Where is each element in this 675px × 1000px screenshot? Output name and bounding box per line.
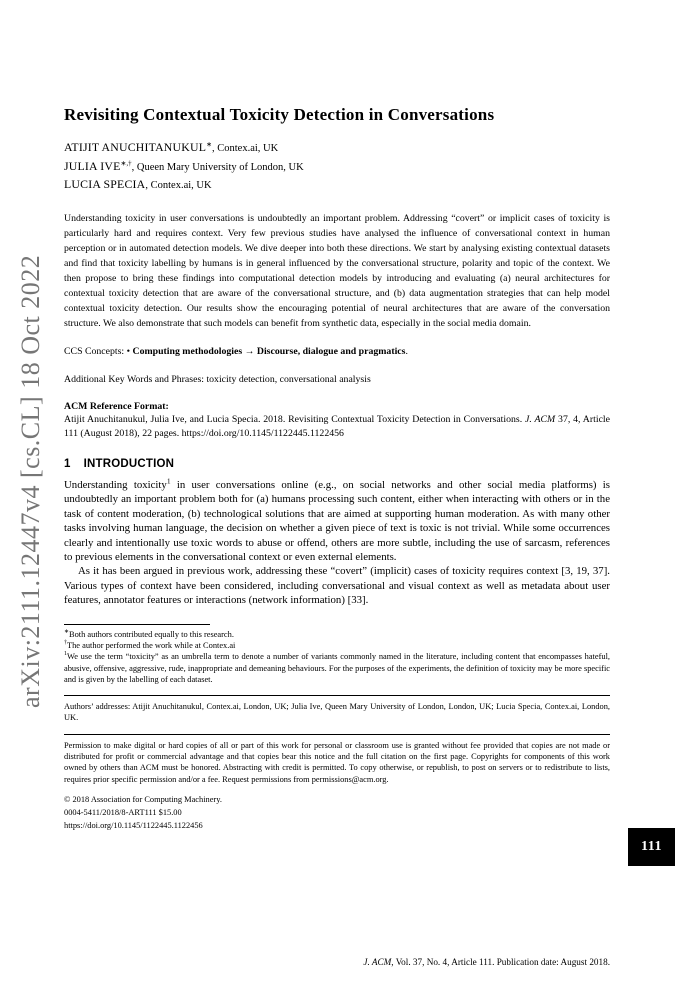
author-block xyxy=(64,139,610,195)
ccs-label: CCS Concepts: xyxy=(64,345,127,357)
footnote-equal-contribution xyxy=(64,629,610,640)
paragraph-text: Understanding toxicity xyxy=(64,479,167,491)
journal-name: J. ACM xyxy=(525,414,556,425)
permission-statement: Permission to make digital or hard copies of all or part of this work for personal or classroom use is granted without fee provided that copies are not made or distributed for profit or commercial advantage and that copies bear this notice and the full citation on the first page. Copyrights for components of this work owned by others than ACM must be honored. Abstracting with credit is permitted. To copy otherwise, or republish, to post on servers or to redistribute to lists, requires prior specific permission and/or a fee. Request permissions from permissions@acm.org. xyxy=(64,740,610,784)
page-footer xyxy=(363,957,610,967)
section-heading-introduction xyxy=(64,458,610,470)
permission-rule xyxy=(64,734,610,735)
author-line-3 xyxy=(64,176,610,195)
footer-journal-name: J. ACM xyxy=(363,957,392,967)
arxiv-watermark: arXiv:2111.12447v4 [cs.CL] 18 Oct 2022 xyxy=(16,254,45,708)
introduction-paragraph-2: As it has been argued in previous work, addressing these “covert” (implicit) cases of toxicity requires context [3, 19, 37]. Various types of context have been considered, including conversational and visual context as well as metadata about user features, annotator features or interactions (network information) [33]. xyxy=(64,565,610,607)
author-affiliation: , Contex.ai, UK xyxy=(211,143,279,154)
footnote-separator-rule xyxy=(64,624,210,625)
author-marker: ∗ xyxy=(206,140,212,149)
ccs-concepts xyxy=(64,345,610,359)
copyright-line: © 2018 Association for Computing Machinery. xyxy=(64,794,222,804)
ccs-period: . xyxy=(405,345,408,357)
authors-addresses: Authors’ addresses: Atijit Anuchitanukul, Contex.ai, London, UK; Julia Ive, Queen Mary University of London, London, UK; Lucia Specia, Contex.ai, London, UK. xyxy=(64,702,610,723)
copyright-block xyxy=(64,793,610,833)
paper-content xyxy=(64,0,610,833)
reference-text: Atijit Anuchitanukul, Julia Ive, and Lucia Specia. 2018. Revisiting Contextual Toxicity Detection in Conversations. xyxy=(64,414,526,425)
introduction-paragraph-1 xyxy=(64,478,610,564)
section-title: INTRODUCTION xyxy=(83,458,175,470)
keywords-line xyxy=(64,373,610,387)
footnote-marker: 1 xyxy=(64,651,67,658)
doi-link[interactable] xyxy=(64,819,610,832)
author-marker: ∗,† xyxy=(120,159,132,167)
ccs-content: Computing methodologies → Discourse, dialogue and pragmatics xyxy=(132,345,406,357)
acm-reference-format xyxy=(64,400,610,441)
issn-price-line: 0004-5411/2018/8-ART111 $15.00 xyxy=(64,808,182,818)
author-line-2 xyxy=(64,158,610,177)
footnote-text: The author performed the work while at Contex.ai xyxy=(67,640,236,650)
footnote-work-at xyxy=(64,640,610,651)
reference-text-tail: 37, 4, Article 111 (August 2018), 22 pages. https://doi.org/10.1145/1122445.1122456 xyxy=(64,414,611,439)
footer-text: , Vol. 37, No. 4, Article 111. Publication date: August 2018. xyxy=(391,957,610,967)
author-name: LUCIA SPECIA xyxy=(64,177,146,191)
keywords-label: Additional Key Words and Phrases: xyxy=(64,373,207,385)
author-name: ATIJIT ANUCHITANUKUL xyxy=(64,140,207,154)
paper-title: Revisiting Contextual Toxicity Detection in Conversations xyxy=(64,105,495,124)
footnote-ref-1: 1 xyxy=(166,476,171,486)
article-number-badge: 111 xyxy=(628,828,675,866)
addresses-rule xyxy=(64,695,610,696)
author-name: JULIA IVE xyxy=(64,158,121,173)
footnote-marker: † xyxy=(64,640,67,647)
abstract-text: Understanding toxicity in user conversations is undoubtedly an important problem. Addressing “covert” or implicit cases of toxicity is particularly hard and requires context. Very few previous studies have analysed the influence of conversational context in human perception or in automated detection models. We dive deeper into both these directions. We start by analysing existing contextual datasets and find that toxicity labelling by humans is in general influenced by the conversational structure, polarity and topic of the context. We then propose to bring these findings into computational detection models by introducing and evaluating (a) neural architectures for contextual toxicity detection that are aware of the conversational structure, and (b) data augmentation strategies that can help model contextual toxicity detection. Our results show the encouraging potential of neural architectures that are aware of the conversation structure. We also demonstrate that such models can benefit from synthetic data, especially in the social media domain. xyxy=(64,212,610,329)
footnote-text: We use the term “toxicity” as an umbrella term to denote a number of variants commonly named in the literature, including content that encompasses hateful, abusive, offensive, aggressive, rude, inappropriate and demeaning behaviours. For the purposes of the experiments, the definition of toxicity may be more specific and is given by the labelling of each dataset. xyxy=(64,652,610,684)
acm-reference-label: ACM Reference Format: xyxy=(64,400,169,412)
footnote-toxicity-definition xyxy=(64,651,610,685)
author-affiliation: , Queen Mary University of London, UK xyxy=(131,161,304,173)
doi-url[interactable]: https://doi.org/10.1145/1122445.1122456 xyxy=(64,821,203,831)
author-affiliation: , Contex.ai, UK xyxy=(145,180,212,191)
author-line-1 xyxy=(64,139,610,158)
paragraph-text: in user conversations online (e.g., on social networks and other social media platforms) is undoubtedly an important problem both for (a) humans processing such content, either when interacting with others or in the task of content moderation, (b) technological solutions that are aimed at supporting human moderation. As with many other tasks involving human language, the decision on whether a given piece of text is toxic is not trivial. While some occurrences clearly and intentionally use toxic words to abuse or offend, others are more subtle, including the use of sarcasm, references to previous elements in the conversational context or even external elements. xyxy=(64,479,610,564)
keywords-content: toxicity detection, conversational analysis xyxy=(206,373,371,385)
footnote-text: Both authors contributed equally to this research. xyxy=(69,629,234,639)
footnote-marker: ∗ xyxy=(64,628,70,635)
ccs-bullet: • xyxy=(126,345,133,357)
footnotes-block xyxy=(64,629,610,685)
section-number: 1 xyxy=(64,458,71,470)
